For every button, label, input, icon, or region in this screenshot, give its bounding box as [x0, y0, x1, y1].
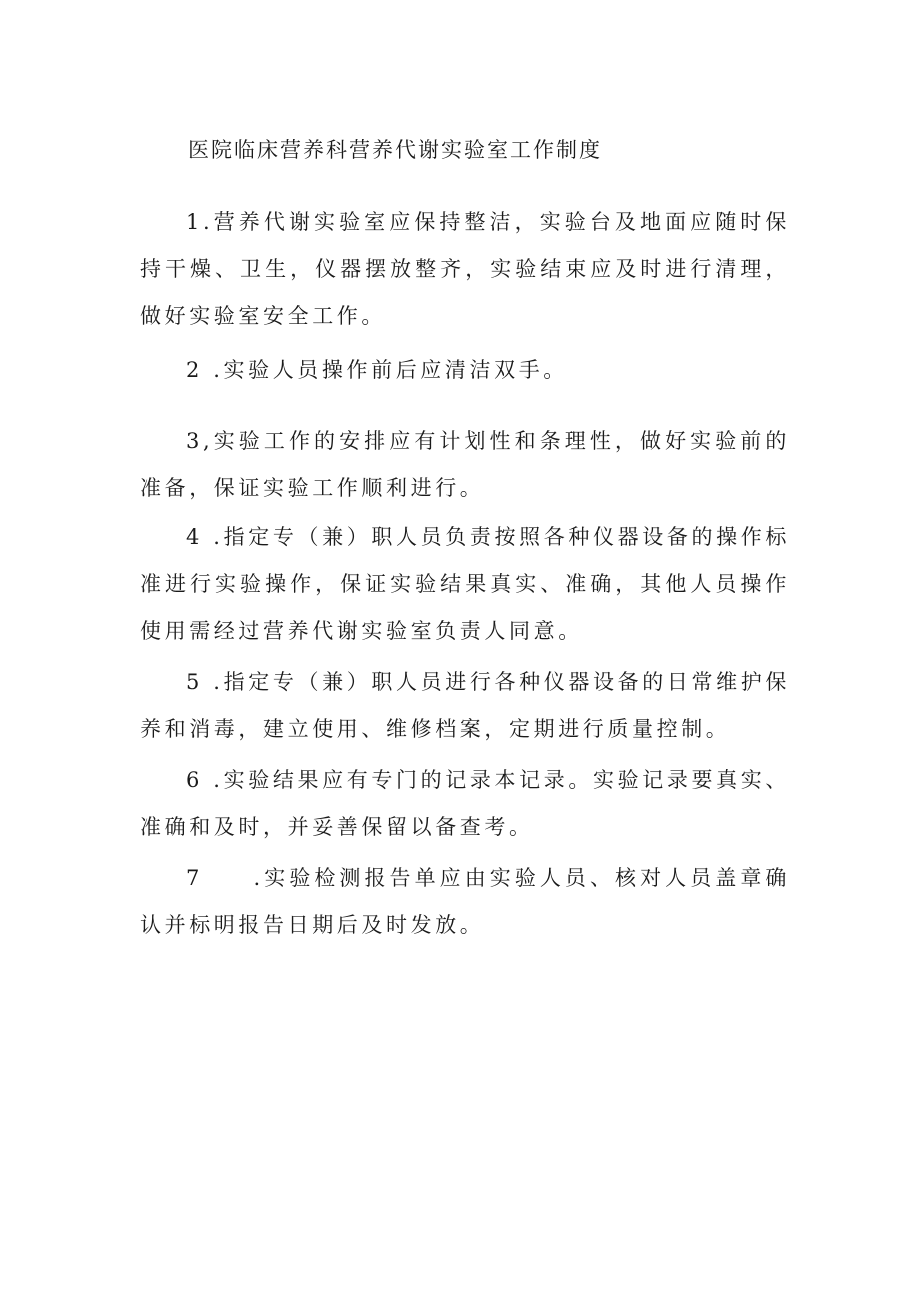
document-title: 医院临床营养科营养代谢实验室工作制度: [188, 138, 602, 162]
rule-paragraph-2: 2 .实验人员操作前后应清洁双手。: [186, 358, 568, 382]
rule-paragraph-7: 7 .实验检测报告单应由实验人员、核对人员盖章确认并标明报告日期后及时发放。: [140, 866, 790, 937]
rule-paragraph-1: 1.营养代谢实验室应保持整洁，实验台及地面应随时保持干燥、卫生，仪器摆放整齐，实验结束应及时进行清理，做好实验室安全工作。: [140, 210, 790, 328]
rule-paragraph-6: 6 .实验结果应有专门的记录本记录。实验记录要真实、准确和及时，并妥善保留以备查考。: [140, 768, 790, 839]
rule-paragraph-5: 5 .指定专（兼）职人员进行各种仪器设备的日常维护保养和消毒，建立使用、维修档案，定期进行质量控制。: [140, 670, 790, 741]
rule-paragraph-4: 4 .指定专（兼）职人员负责按照各种仪器设备的操作标准进行实验操作，保证实验结果真实、准确，其他人员操作使用需经过营养代谢实验室负责人同意。: [140, 525, 790, 643]
rule-paragraph-3: 3,实验工作的安排应有计划性和条理性，做好实验前的准备，保证实验工作顺利进行。: [140, 429, 790, 500]
